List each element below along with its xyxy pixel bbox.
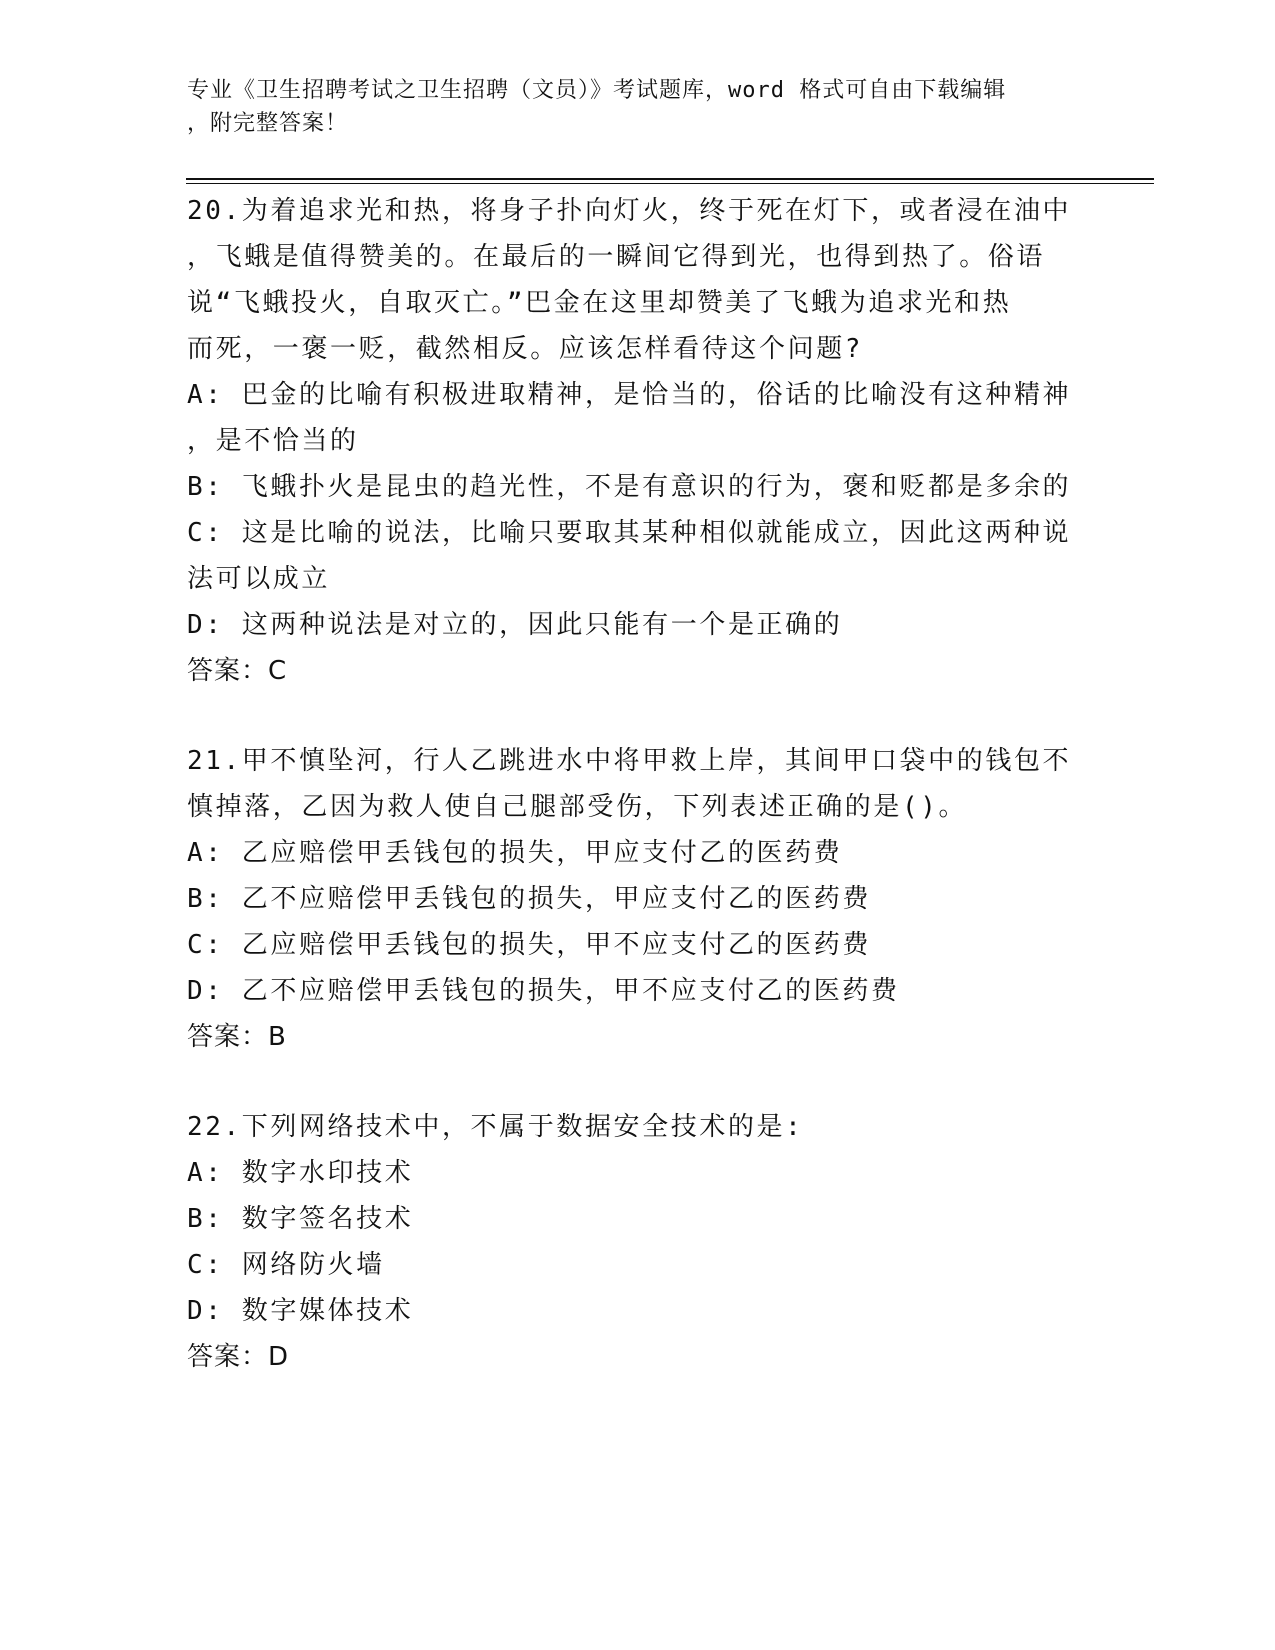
document-header — [187, 74, 1067, 140]
option-a: A: 巴金的比喻有积极进取精神，是恰当的，俗话的比喻没有这种精神 — [187, 380, 1072, 410]
question-22 — [187, 1104, 1087, 1380]
question-stem-line: 20.为着追求光和热，将身子扑向灯火，终于死在灯下，或者浸在油中 — [187, 196, 1072, 226]
header-line-2: ，附完整答案！ — [187, 111, 349, 136]
answer: 答案：C — [187, 656, 288, 686]
question-stem-line: 21.甲不慎坠河，行人乙跳进水中将甲救上岸，其间甲口袋中的钱包不 — [187, 746, 1072, 776]
header-line-1: 专业《卫生招聘考试之卫生招聘（文员）》考试题库，word 格式可自由下载编辑 — [187, 78, 1007, 103]
option-a: A: 数字水印技术 — [187, 1158, 414, 1188]
option-c: C: 网络防火墙 — [187, 1250, 385, 1280]
option-c: C: 这是比喻的说法，比喻只要取其某种相似就能成立，因此这两种说 — [187, 518, 1072, 548]
header-divider-thin — [186, 183, 1154, 184]
option-d: D: 数字媒体技术 — [187, 1296, 414, 1326]
question-stem-line: 22.下列网络技术中，不属于数据安全技术的是: — [187, 1112, 804, 1142]
option-b: B: 飞蛾扑火是昆虫的趋光性，不是有意识的行为，褒和贬都是多余的 — [187, 472, 1072, 502]
answer: 答案：D — [187, 1342, 290, 1372]
option-a-continued: ，是不恰当的 — [187, 426, 359, 456]
option-c-continued: 法可以成立 — [187, 564, 331, 594]
header-divider-thick — [186, 178, 1154, 180]
question-20 — [187, 188, 1087, 694]
option-d: D: 乙不应赔偿甲丢钱包的损失，甲不应支付乙的医药费 — [187, 976, 900, 1006]
question-stem-line: ，飞蛾是值得赞美的。在最后的一瞬间它得到光，也得到热了。俗语 — [187, 242, 1046, 272]
question-list — [187, 188, 1087, 1424]
option-d: D: 这两种说法是对立的，因此只能有一个是正确的 — [187, 610, 843, 640]
answer: 答案：B — [187, 1022, 287, 1052]
option-b: B: 乙不应赔偿甲丢钱包的损失，甲应支付乙的医药费 — [187, 884, 871, 914]
option-a: A: 乙应赔偿甲丢钱包的损失，甲应支付乙的医药费 — [187, 838, 843, 868]
question-stem-line: 而死，一褒一贬，截然相反。应该怎样看待这个问题? — [187, 334, 864, 364]
option-b: B: 数字签名技术 — [187, 1204, 414, 1234]
question-stem-line: 说“飞蛾投火，自取灭亡。”巴金在这里却赞美了飞蛾为追求光和热 — [187, 288, 1012, 318]
question-21 — [187, 738, 1087, 1060]
option-c: C: 乙应赔偿甲丢钱包的损失，甲不应支付乙的医药费 — [187, 930, 871, 960]
question-stem-line: 慎掉落，乙因为救人使自己腿部受伤，下列表述正确的是()。 — [187, 792, 968, 822]
